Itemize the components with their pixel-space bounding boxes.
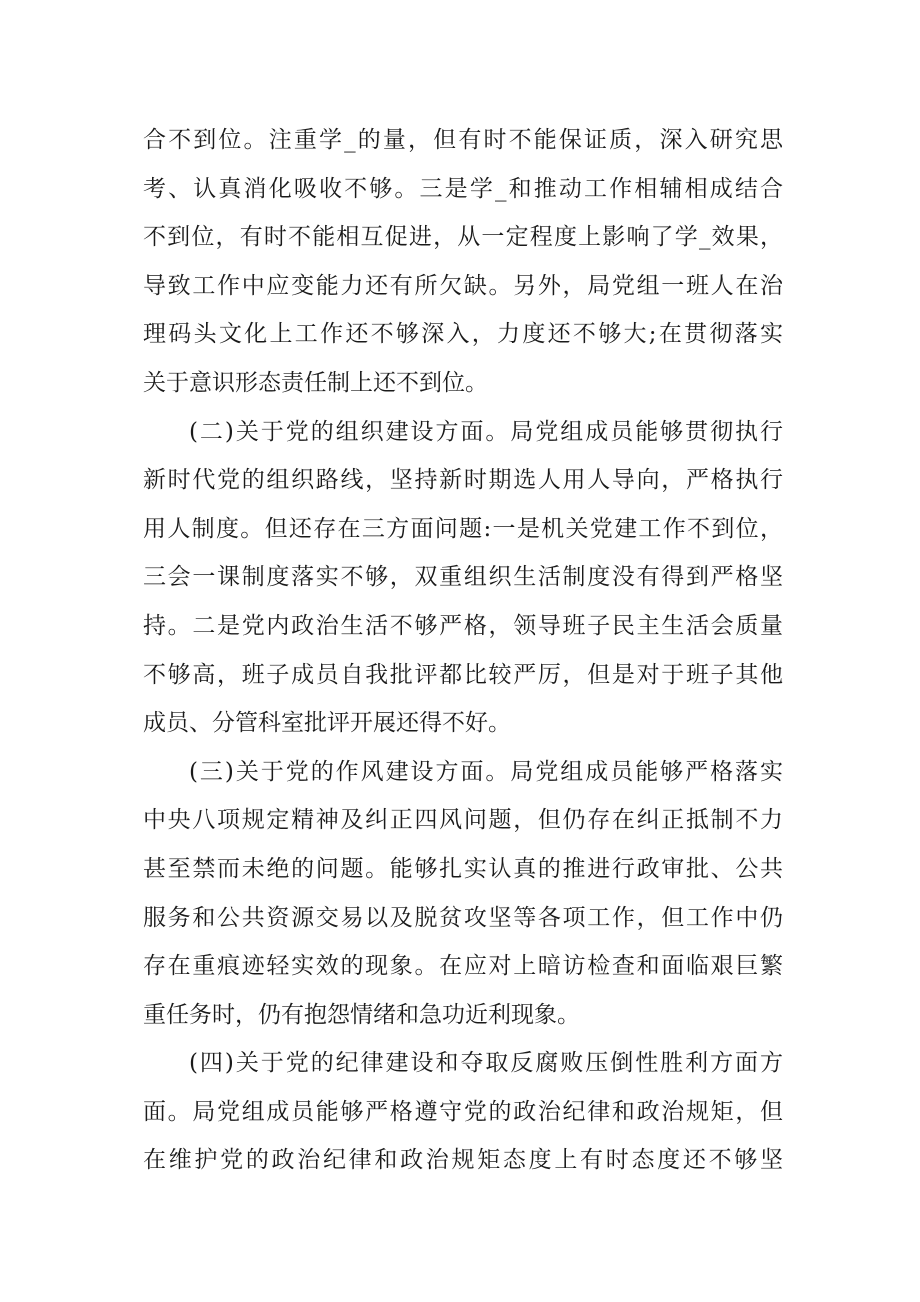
- text-line: 关于意识形态责任制上还不到位。: [143, 369, 488, 396]
- text-line: 考、认真消化吸收不够。三是学_和推动工作相辅相成结合: [143, 175, 783, 202]
- text-line: 服务和公共资源交易以及脱贫攻坚等各项工作，但工作中仍: [143, 904, 783, 931]
- section-heading-line: (三)关于党的作风建设方面。局党组成员能够严格落实: [189, 758, 783, 785]
- text-line: 不到位，有时不能相互促进，从一定程度上影响了学_效果，: [143, 224, 783, 251]
- text-line: 中央八项规定精神及纠正四风问题，但仍存在纠正抵制不力: [143, 807, 783, 834]
- section-heading-line: (二)关于党的组织建设方面。局党组成员能够贯彻执行: [189, 418, 783, 445]
- text-line: 面。局党组成员能够严格遵守党的政治纪律和政治规矩，但: [143, 1098, 783, 1125]
- text-line: 成员、分管科室批评开展还得不好。: [143, 710, 511, 737]
- text-line: 不够高，班子成员自我批评都比较严厉，但是对于班子其他: [143, 661, 783, 688]
- text-line: 理码头文化上工作还不够深入，力度还不够大;在贯彻落实: [143, 321, 783, 348]
- text-line: 持。二是党内政治生活不够严格，领导班子民主生活会质量: [143, 612, 783, 639]
- text-line: 存在重痕迹轻实效的现象。在应对上暗访检查和面临艰巨繁: [143, 953, 783, 980]
- text-line: 三会一课制度落实不够，双重组织生活制度没有得到严格坚: [143, 564, 783, 591]
- section-heading-line: (四)关于党的纪律建设和夺取反腐败压倒性胜利方面方: [189, 1050, 783, 1077]
- text-line: 重任务时，仍有抱怨情绪和急功近利现象。: [143, 1001, 580, 1028]
- text-line: 新时代党的组织路线，坚持新时期选人用人导向，严格执行: [143, 467, 783, 494]
- text-line: 用人制度。但还存在三方面问题:一是机关党建工作不到位，: [143, 515, 783, 542]
- body-text: [143, 116, 783, 1185]
- text-line: 甚至禁而未绝的问题。能够扎实认真的推进行政审批、公共: [143, 855, 783, 882]
- text-line: 合不到位。注重学_的量，但有时不能保证质，深入研究思: [143, 127, 783, 153]
- text-line: 导致工作中应变能力还有所欠缺。另外，局党组一班人在治: [143, 272, 783, 299]
- text-line: 在维护党的政治纪律和政治规矩态度上有时态度还不够坚: [143, 1147, 783, 1174]
